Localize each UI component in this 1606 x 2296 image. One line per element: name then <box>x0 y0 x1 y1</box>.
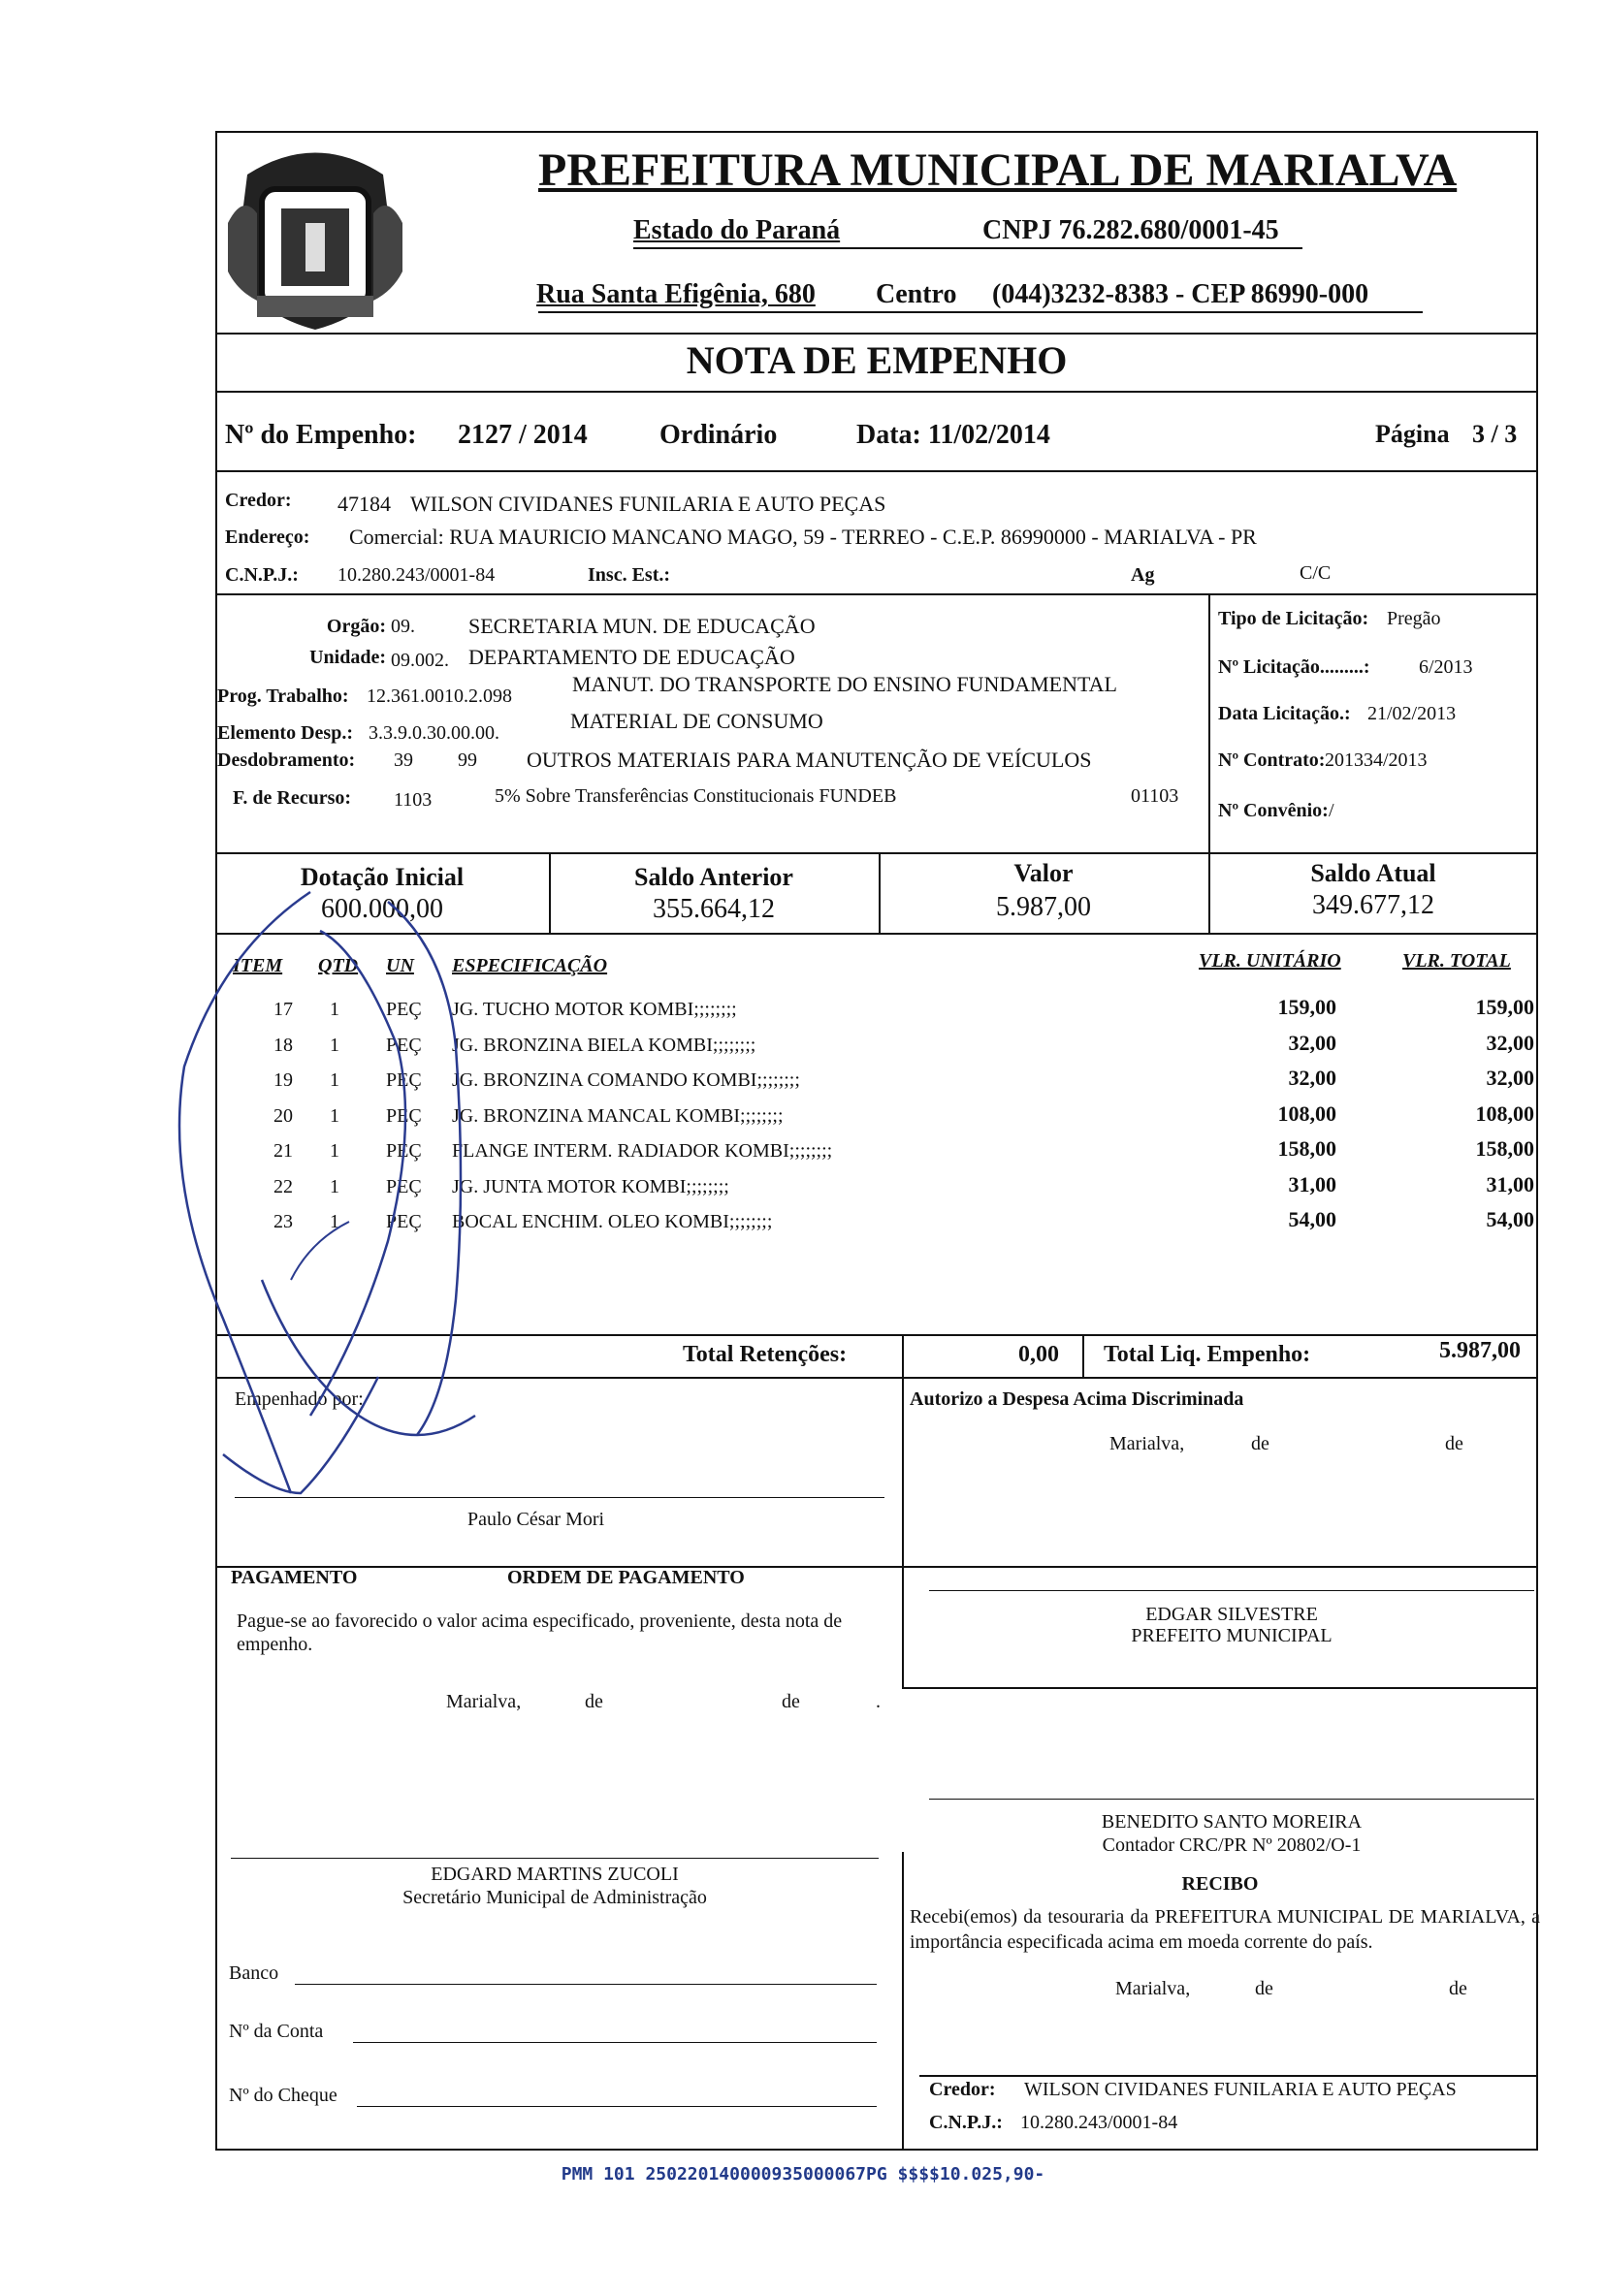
pagamento-de1: de <box>585 1691 603 1712</box>
item-unit-value: 108,00 <box>1277 1100 1336 1126</box>
ordem-pagamento-label: ORDEM DE PAGAMENTO <box>507 1567 745 1588</box>
total-retencoes: 0,00 <box>1018 1342 1059 1367</box>
recurso-name: 5% Sobre Transferências Constitucionais FUNDEB <box>495 785 897 807</box>
item-qtd: 1 <box>330 1211 339 1232</box>
num-licitacao-label: Nº Licitação.........: <box>1218 656 1370 678</box>
item-number: 17 <box>273 999 293 1020</box>
item-desc: JG. JUNTA MOTOR KOMBI;;;;;;;; <box>452 1175 729 1197</box>
recibo-de2: de <box>1449 1978 1467 1999</box>
item-desc: JG. TUCHO MOTOR KOMBI;;;;;;;; <box>452 999 737 1020</box>
data-licitacao-label: Data Licitação.: <box>1218 703 1351 724</box>
item-un: PEÇ <box>386 1175 422 1197</box>
credor-label: Credor: <box>225 490 292 511</box>
contrato: 201334/2013 <box>1325 749 1428 771</box>
pagamento-label: PAGAMENTO <box>231 1567 358 1588</box>
empenho-type: Ordinário <box>659 420 778 450</box>
item-qtd: 1 <box>330 999 339 1020</box>
recibo-cnpj-label: C.N.P.J.: <box>929 2112 1003 2133</box>
desdobramento-a: 39 <box>394 749 413 771</box>
empenho-number-label: Nº do Empenho: <box>225 420 417 450</box>
total-retencoes-label: Total Retenções: <box>683 1342 848 1367</box>
elem-code: 3.3.9.0.30.00.00. <box>369 722 499 744</box>
page-label: Página <box>1375 420 1450 448</box>
handwritten-signature <box>165 873 621 1532</box>
prog-label: Prog. Trabalho: <box>217 686 349 707</box>
item-total-value: 108,00 <box>1475 1100 1534 1126</box>
orgao-label: Orgão: <box>326 616 386 637</box>
autorizo-de2: de <box>1445 1433 1463 1454</box>
item-unit-value: 54,00 <box>1288 1207 1336 1231</box>
address-label: Endereço: <box>225 526 310 548</box>
credor-name: WILSON CIVIDANES FUNILARIA E AUTO PEÇAS <box>410 492 886 516</box>
col-vlr-total-header: VLR. TOTAL <box>1402 950 1511 972</box>
desdobramento-label: Desdobramento: <box>217 749 356 771</box>
item-un: PEÇ <box>386 1034 422 1056</box>
city-hall-title: PREFEITURA MUNICIPAL DE MARIALVA <box>538 144 1458 196</box>
item-qtd: 1 <box>330 1104 339 1127</box>
saldo-atual-value: 349.677,12 <box>1312 890 1434 920</box>
prefeito-name: EDGAR SILVESTRE <box>1145 1604 1318 1625</box>
item-number: 18 <box>273 1034 293 1056</box>
contador-role: Contador CRC/PR Nº 20802/O-1 <box>1102 1834 1362 1856</box>
data-licitacao: 21/02/2013 <box>1367 703 1457 724</box>
tipo-licitacao: Pregão <box>1387 608 1441 629</box>
convenio: / <box>1329 800 1334 821</box>
contador-name: BENEDITO SANTO MOREIRA <box>1101 1811 1363 1833</box>
item-un: PEÇ <box>386 1140 422 1162</box>
secretario-role: Secretário Municipal de Administração <box>402 1887 707 1908</box>
street-address: Rua Santa Efigênia, 680 <box>536 279 816 309</box>
contrato-label: Nº Contrato: <box>1218 749 1326 771</box>
item-qtd: 1 <box>330 1034 339 1056</box>
unidade-label: Unidade: <box>309 647 386 668</box>
item-number: 23 <box>273 1211 293 1232</box>
recibo-credor-label: Credor: <box>929 2079 996 2100</box>
page-value: 3 / 3 <box>1472 420 1518 448</box>
recibo-credor: WILSON CIVIDANES FUNILARIA E AUTO PEÇAS <box>1024 2079 1457 2100</box>
pagamento-dot: . <box>876 1691 881 1712</box>
item-total-value: 32,00 <box>1486 1066 1534 1090</box>
insc-label: Insc. Est.: <box>588 564 671 586</box>
item-desc: JG. BRONZINA COMANDO KOMBI;;;;;;;; <box>452 1069 800 1091</box>
desdobramento-name: OUTROS MATERIAIS PARA MANUTENÇÃO DE VEÍCULOS <box>527 748 1092 772</box>
empenho-number: 2127 / 2014 <box>458 420 588 450</box>
item-desc: BOCAL ENCHIM. OLEO KOMBI;;;;;;;; <box>452 1211 773 1232</box>
col-un-header: UN <box>386 955 414 976</box>
item-number: 20 <box>273 1104 293 1127</box>
item-desc: JG. BRONZINA MANCAL KOMBI;;;;;;;; <box>452 1104 784 1127</box>
recibo-de1: de <box>1255 1978 1273 1999</box>
cheque-label: Nº do Cheque <box>229 2085 337 2106</box>
unidade-name: DEPARTAMENTO DE EDUCAÇÃO <box>468 645 795 669</box>
empenhado-signer: Paulo César Mori <box>467 1509 605 1530</box>
recurso-ref: 01103 <box>1131 785 1179 807</box>
orgao-name: SECRETARIA MUN. DE EDUCAÇÃO <box>468 614 816 638</box>
recurso-label: F. de Recurso: <box>233 787 352 809</box>
cc-label: C/C <box>1300 562 1332 584</box>
item-unit-value: 159,00 <box>1277 995 1336 1019</box>
num-licitacao: 6/2013 <box>1419 656 1473 678</box>
item-unit-value: 158,00 <box>1277 1136 1336 1161</box>
item-un: PEÇ <box>386 999 422 1020</box>
item-number: 21 <box>273 1140 293 1162</box>
city-cnpj: CNPJ 76.282.680/0001-45 <box>982 215 1279 245</box>
col-vlr-unit-header: VLR. UNITÁRIO <box>1199 950 1341 972</box>
saldo-anterior-label: Saldo Anterior <box>634 863 793 891</box>
empenho-date: Data: 11/02/2014 <box>856 420 1050 450</box>
elem-name: MATERIAL DE CONSUMO <box>570 709 823 733</box>
district: Centro <box>876 279 957 309</box>
state-label: Estado do Paraná <box>633 215 841 245</box>
item-total-value: 159,00 <box>1475 995 1534 1019</box>
item-qtd: 1 <box>330 1175 339 1197</box>
phone-cep: (044)3232-8383 - CEP 86990-000 <box>992 279 1369 309</box>
pagamento-text: Pague-se ao favorecido o valor acima especificado, proveniente, desta nota de empenho. <box>237 1610 843 1655</box>
total-liq-label: Total Liq. Empenho: <box>1104 1342 1311 1367</box>
valor-label: Valor <box>1013 859 1074 887</box>
item-number: 19 <box>273 1069 293 1091</box>
ag-label: Ag <box>1131 564 1155 586</box>
autorizo-label: Autorizo a Despesa Acima Discriminada <box>910 1388 1244 1410</box>
saldo-anterior-value: 355.664,12 <box>653 894 775 924</box>
empenhado-label: Empenhado por: <box>235 1388 364 1410</box>
item-number: 22 <box>273 1175 293 1197</box>
item-un: PEÇ <box>386 1069 422 1091</box>
credor-address: Comercial: RUA MAURICIO MANCANO MAGO, 59 - TERREO - C.E.P. 86990000 - MARIALVA - PR <box>349 525 1257 549</box>
orgao-code: 09. <box>391 616 415 637</box>
recibo-city: Marialva, <box>1115 1978 1191 1999</box>
item-un: PEÇ <box>386 1104 422 1127</box>
dotacao-label: Dotação Inicial <box>300 863 465 891</box>
prog-name: MANUT. DO TRANSPORTE DO ENSINO FUNDAMENTAL <box>572 672 1117 696</box>
tipo-licitacao-label: Tipo de Licitação: <box>1218 608 1369 629</box>
item-qtd: 1 <box>330 1140 339 1162</box>
item-unit-value: 32,00 <box>1288 1066 1336 1090</box>
autorizo-de1: de <box>1251 1433 1269 1454</box>
banco-label: Banco <box>229 1962 279 1984</box>
recibo-label: RECIBO <box>1181 1873 1259 1895</box>
document-title: NOTA DE EMPENHO <box>686 338 1068 382</box>
coat-of-arms-seal <box>218 136 412 335</box>
total-liq: 5.987,00 <box>1439 1338 1521 1363</box>
item-unit-value: 31,00 <box>1288 1171 1336 1196</box>
prog-code: 12.361.0010.2.098 <box>367 686 512 707</box>
footer-code: PMM 101 250220140000935000067PG $$$$10.025,90- <box>561 2164 1045 2184</box>
saldo-atual-label: Saldo Atual <box>1310 859 1436 887</box>
item-unit-value: 32,00 <box>1288 1030 1336 1055</box>
col-qtd-header: QTD <box>318 955 359 976</box>
autorizo-city: Marialva, <box>1109 1433 1185 1454</box>
item-total-value: 32,00 <box>1486 1030 1534 1055</box>
item-desc: JG. BRONZINA BIELA KOMBI;;;;;;;; <box>452 1034 756 1056</box>
cnpj-label: C.N.P.J.: <box>225 564 299 586</box>
conta-label: Nº da Conta <box>229 2021 324 2042</box>
item-total-value: 158,00 <box>1475 1136 1534 1161</box>
item-qtd: 1 <box>330 1069 339 1091</box>
recurso-code: 1103 <box>394 789 433 811</box>
valor-value: 5.987,00 <box>996 892 1091 922</box>
recibo-text: Recebi(emos) da tesouraria da PREFEITURA MUNICIPAL DE MARIALVA, a importância especificada acima em moeda corrente do país. <box>910 1906 1540 1953</box>
dotacao-value: 600.000,00 <box>321 894 443 924</box>
prefeito-role: PREFEITO MUNICIPAL <box>1131 1625 1333 1646</box>
item-un: PEÇ <box>386 1211 422 1232</box>
col-espec-header: ESPECIFICAÇÃO <box>452 955 608 976</box>
convenio-label: Nº Convênio: <box>1218 800 1329 821</box>
secretario-name: EDGARD MARTINS ZUCOLI <box>431 1864 679 1885</box>
item-desc: FLANGE INTERM. RADIADOR KOMBI;;;;;;;; <box>452 1140 833 1162</box>
item-total-value: 31,00 <box>1486 1171 1534 1196</box>
desdobramento-b: 99 <box>458 749 477 771</box>
pagamento-de2: de <box>782 1691 800 1712</box>
col-item-header: ITEM <box>233 955 283 976</box>
unidade-code: 09.002. <box>391 650 449 671</box>
credor-code: 47184 <box>337 492 391 516</box>
elem-label: Elemento Desp.: <box>217 722 353 744</box>
item-total-value: 54,00 <box>1486 1207 1534 1231</box>
pagamento-city: Marialva, <box>446 1691 522 1712</box>
recibo-cnpj: 10.280.243/0001-84 <box>1020 2112 1178 2133</box>
credor-cnpj: 10.280.243/0001-84 <box>337 564 496 586</box>
